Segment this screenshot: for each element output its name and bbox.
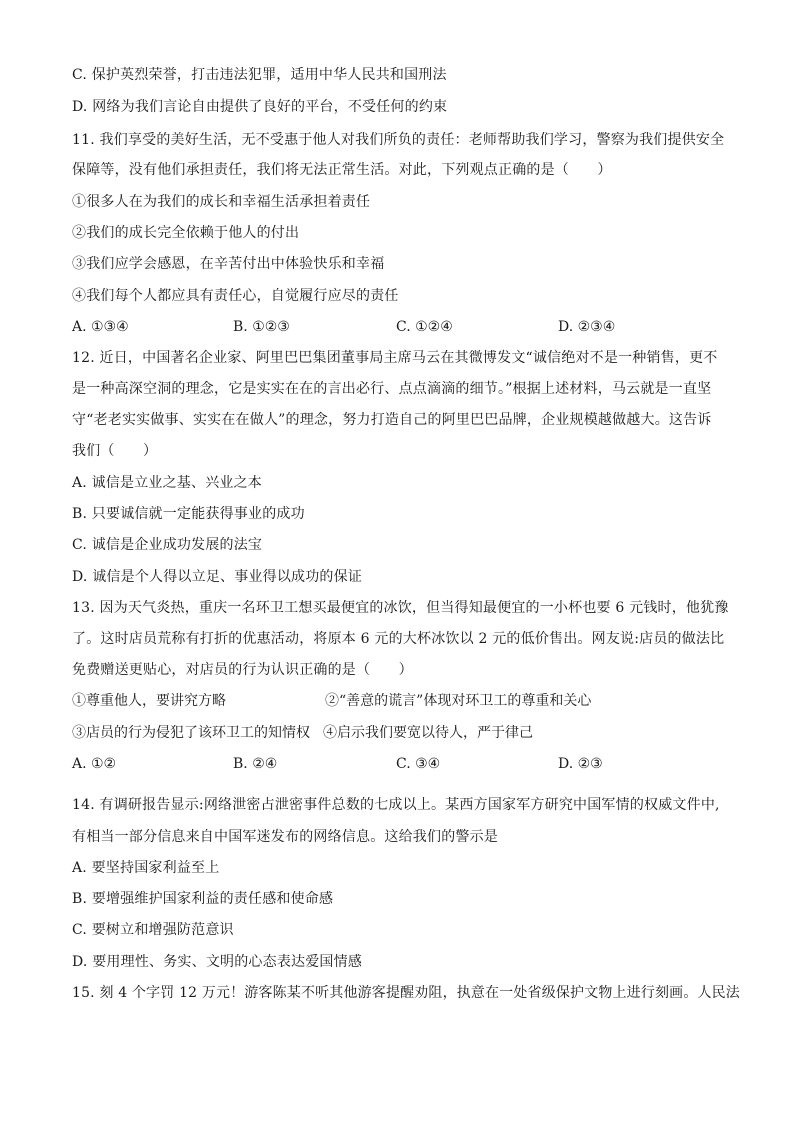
q13-stem-line-1: 13. 因为天气炎热，重庆一名环卫工想买最便宜的冰饮，但当得知最便宜的一小杯也要 6 元钱时，他犹豫: [72, 600, 729, 616]
q13-statement-4: ④启示我们要宽以待人，严于律己: [323, 725, 533, 741]
q14-stem-line-1: 14. 有调研报告显示:网络泄密占泄密事件总数的七成以上。某西方国家军方研究中国军情的权威文件中,: [72, 797, 720, 813]
q11-choice-a: A. ①③④: [72, 319, 129, 335]
q14-option-b: B. 要增强维护国家利益的责任感和使命感: [72, 891, 334, 907]
q14-stem-line-2: 有相当一部分信息来自中国军迷发布的网络信息。这给我们的警示是: [72, 829, 498, 845]
q12-option-a: A. 诚信是立业之基、兴业之本: [72, 475, 263, 491]
q14-option-a: A. 要坚持国家利益至上: [72, 860, 220, 876]
q13-choice-b: B. ②④: [233, 756, 278, 772]
prev-option-c: C. 保护英烈荣誉，打击违法犯罪，适用中华人民共和国刑法: [72, 67, 447, 83]
q12-option-d: D. 诚信是个人得以立足、事业得以成功的保证: [72, 569, 363, 585]
q14-option-d: D. 要用理性、务实、文明的心态表达爱国情感: [72, 954, 363, 970]
q11-stem-line-2: 保障等，没有他们承担责任，我们将无法正常生活。对此，下列观点正确的是（ ）: [72, 162, 612, 178]
q12-option-b: B. 只要诚信就一定能获得事业的成功: [72, 506, 305, 522]
q13-choice-c: C. ③④: [396, 756, 441, 772]
q11-statement-3: ③我们应学会感恩，在辛苦付出中体验快乐和幸福: [72, 256, 385, 272]
q13-stem-line-3: 免费赠送更贴心，对店员的行为认识正确的是（ ）: [72, 662, 413, 678]
q13-statement-2: ②“善意的谎言”体现对环卫工的尊重和关心: [325, 693, 592, 709]
q12-stem-line-1: 12. 近日，中国著名企业家、阿里巴巴集团董事局主席马云在其微博发文“诚信绝对不是一种销售，更不: [72, 350, 718, 366]
q15-stem-line-1: 15. 刻 4 个字罚 12 万元！游客陈某不听其他游客提醒劝阻，执意在一处省级保护文物上进行刻画。人民法: [72, 985, 740, 1001]
q11-statement-1: ①很多人在为我们的成长和幸福生活承担着责任: [72, 194, 371, 210]
q11-choice-d: D. ②③④: [558, 319, 616, 335]
q13-stem-line-2: 了。这时店员荒称有打折的优惠活动，将原本 6 元的大杯冰饮以 2 元的低价售出。网友说:店员的做法比: [72, 631, 725, 647]
q12-stem-line-3: 守“老老实实做事、实实在在做人”的理念，努力打造自己的阿里巴巴品牌，企业规模越做越大。这告诉: [72, 412, 712, 428]
q14-option-c: C. 要树立和增强防范意识: [72, 922, 234, 938]
q11-statement-4: ④我们每个人都应具有责任心，自觉履行应尽的责任: [72, 288, 399, 304]
prev-option-d: D. 网络为我们言论自由提供了良好的平台，不受任何的约束: [72, 99, 448, 115]
q11-statement-2: ②我们的成长完全依赖于他人的付出: [72, 225, 300, 241]
q12-option-c: C. 诚信是企业成功发展的法宝: [72, 537, 263, 553]
q13-statement-1: ①尊重他人，要讲究方略: [72, 693, 226, 709]
q11-choice-b: B. ①②③: [233, 319, 290, 335]
q13-choice-d: D. ②③: [558, 756, 603, 772]
q11-stem-line-1: 11. 我们享受的美好生活，无不受惠于他人对我们所负的责任：老师帮助我们学习，警察为我们提供安全: [72, 132, 725, 148]
q11-choice-c: C. ①②④: [396, 319, 453, 335]
q12-stem-line-4: 我们（ ）: [72, 443, 158, 459]
q12-stem-line-2: 是一种高深空洞的理念，它是实实在在的言出必行、点点滴滴的细节。”根据上述材料，马云就是一直坚: [72, 381, 712, 397]
q13-statement-3: ③店员的行为侵犯了该环卫工的知情权: [72, 725, 310, 741]
q13-choice-a: A. ①②: [72, 756, 117, 772]
